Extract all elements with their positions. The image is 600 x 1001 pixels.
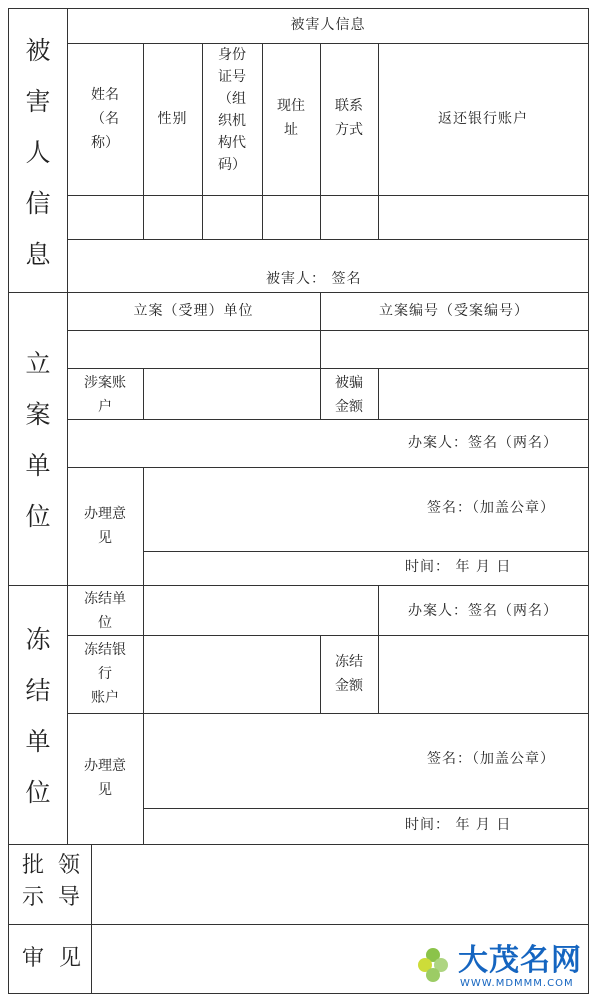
freezing-section-end [8,844,589,845]
victim-section-end [8,292,589,293]
freezing-handler-signature: 办案人：签名（两名） [408,603,558,619]
leader-label-col2: 领 导 [57,853,80,910]
col-name: 姓名 （名 称） [91,87,119,151]
freezing-side-label: 冻 结 单 位 [25,625,51,807]
border-top [8,8,589,9]
victim-side-label: 被 害 人 信 息 [25,36,51,269]
case-number-header: 立案编号（受案编号） [379,303,529,319]
freeze-bank-account-label: 冻结银 行 账户 [84,642,126,706]
involved-account-label: 涉案账 户 [84,375,126,415]
victim-header: 被害人信息 [290,17,366,33]
filing-section-end [8,585,589,586]
border-left [8,8,9,993]
col-contact: 联系 方式 [335,98,363,138]
border-right [588,8,589,993]
filing-side-label: 立 案 单 位 [25,349,51,531]
freeze-amount-label: 冻结 金额 [335,654,363,694]
site-watermark [414,944,594,996]
watermark-url: WWW.MDMMM.COM [460,978,574,989]
refund-form [8,8,589,993]
leader-section-end [8,924,589,925]
filing-opinion-label: 办理意 见 [84,506,126,546]
freeze-unit-label: 冻结单 位 [84,591,126,631]
review-label: 审 见 [22,946,85,971]
leader-label-col1: 批 示 [21,853,44,910]
watermark-name: 大茂名网 [458,943,582,978]
defrauded-amount-label: 被骗 金额 [335,375,363,415]
col-refund-account: 返还银行账户 [438,111,528,127]
freezing-seal-signature: 签名：（加盖公章） [427,751,555,767]
col-address: 现住 址 [277,98,305,138]
col-id-number: 身份 证号 （组 织机 构代 码） [218,47,246,173]
filing-seal-signature: 签名：（加盖公章） [427,500,555,516]
freezing-opinion-label: 办理意 见 [84,758,126,798]
freezing-time: 时间： 年 月 日 [405,817,512,833]
col-gender: 性别 [157,111,188,127]
filing-time: 时间： 年 月 日 [405,559,512,575]
filing-handler-signature: 办案人：签名（两名） [408,435,558,451]
victim-signature: 被害人： 签名 [266,271,362,287]
filing-unit-header: 立案（受理）单位 [133,303,254,319]
